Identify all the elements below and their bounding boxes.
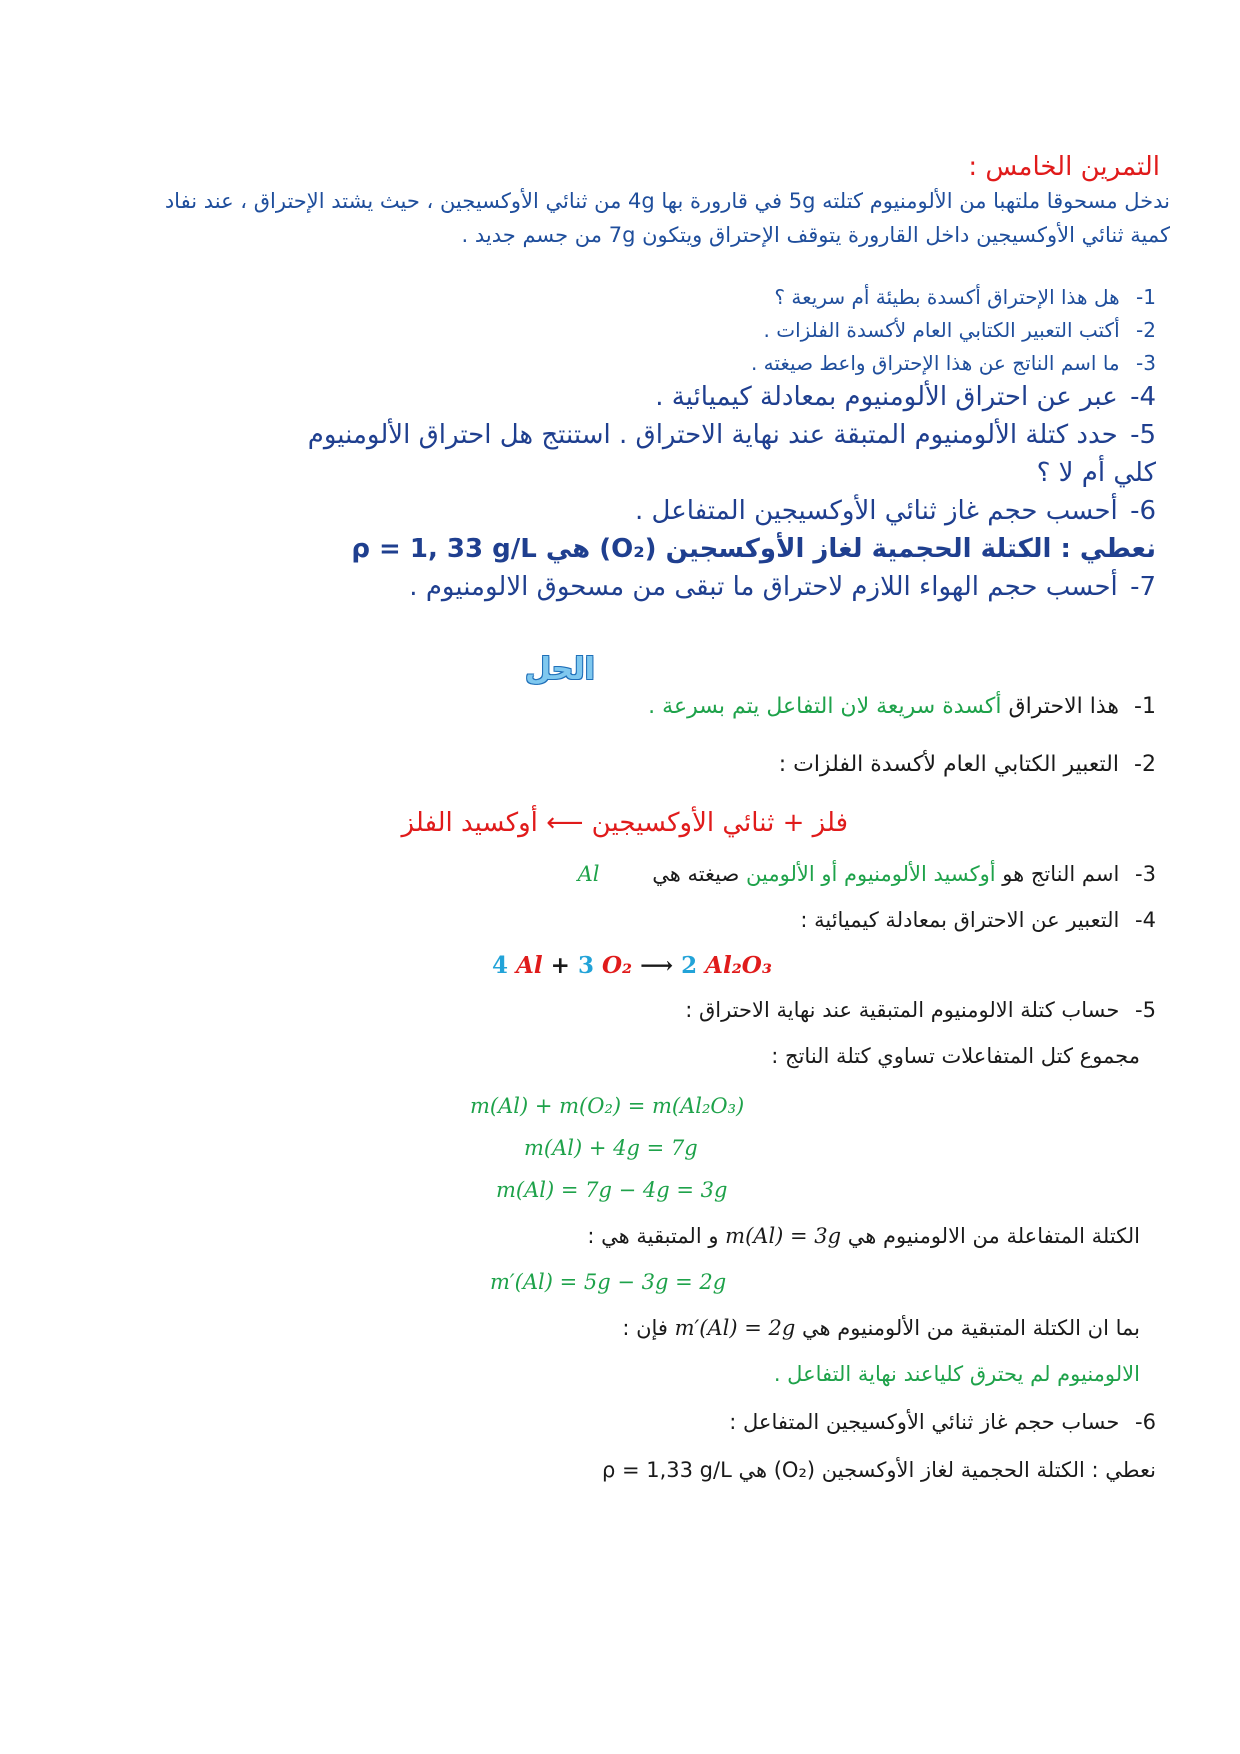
species-o2: O₂ — [601, 952, 633, 979]
question-number: 1- — [1136, 285, 1156, 309]
answer-number: 3- — [1135, 862, 1156, 886]
question-4 — [655, 382, 1156, 412]
exercise-intro-line2: كمية ثنائي الأوكسيجين داخل القارورة يتوقف الإحتراق ويتكون 7g من جسم جديد . — [461, 223, 1170, 247]
question-text: هل هذا الإحتراق أكسدة بطيئة أم سريعة ؟ — [774, 285, 1120, 309]
remaining-mass-equation: m′(Al) = 5g − 3g = 2g — [490, 1270, 727, 1294]
answer-number: 6- — [1135, 1410, 1156, 1434]
question-text: كلي أم لا ؟ — [1036, 458, 1156, 488]
exercise-intro-line1: ندخل مسحوقا ملتهبا من الألومنيوم كتلته 5g في قارورة بها 4g من ثنائي الأوكسيجين ، حيث يشتد الإحتراق ، عند نفاد — [164, 189, 1170, 213]
question-text: عبر عن احتراق الألومنيوم بمعادلة كيميائية . — [655, 382, 1118, 412]
product-name: أوكسيد الألومنيوم أو الألومين — [746, 862, 996, 886]
question-5 — [308, 420, 1156, 450]
conclusion: الالومنيوم لم يحترق كلياعند نهاية التفاعل . — [773, 1362, 1140, 1386]
answer-text: التعبير عن الاحتراق بمعادلة كيميائية : — [800, 908, 1120, 932]
question-text: ما اسم الناتج عن هذا الإحتراق واعط صيغته . — [750, 351, 1120, 375]
species-al: Al — [516, 952, 543, 979]
question-text: أكتب التعبير الكتابي العام لأكسدة الفلزات . — [763, 318, 1120, 342]
question-number: 4- — [1130, 382, 1156, 412]
coef-al2o3: 2 — [681, 952, 698, 979]
statement-text: و المتبقية هي : — [587, 1224, 719, 1248]
question-number: 7- — [1130, 572, 1156, 602]
answer-text: حساب كتلة الالومنيوم المتبقية عند نهاية الاحتراق : — [685, 998, 1120, 1022]
question-6 — [635, 496, 1156, 526]
question-number: 2- — [1136, 318, 1156, 342]
combustion-equation — [492, 952, 772, 979]
answer-number: 5- — [1135, 998, 1156, 1022]
reacted-mass-statement — [587, 1224, 1140, 1248]
answer-3 — [578, 862, 1156, 886]
answer-prefix: اسم الناتج هو — [1002, 862, 1120, 886]
species-al2o3: Al₂O₃ — [705, 952, 772, 979]
oxygen-density-given: نعطي : الكتلة الحجمية لغاز الأوكسجين (O₂) هي ρ = 1,33 g/L — [601, 1458, 1156, 1482]
mass-conservation-law: مجموع كتل المتفاعلات تساوي كتلة الناتج : — [771, 1044, 1140, 1068]
question-6-given — [351, 534, 1156, 564]
statement-text: فإن : — [622, 1316, 668, 1340]
reacted-mass: m(Al) = 3g — [725, 1224, 842, 1248]
remaining-mass: m′(Al) = 2g — [674, 1316, 796, 1340]
answer-6 — [729, 1410, 1156, 1434]
reaction-arrow: ⟶ — [640, 952, 674, 979]
statement-text: الكتلة المتفاعلة من الالومنيوم هي — [847, 1224, 1140, 1248]
question-number: 5- — [1130, 420, 1156, 450]
question-number: 3- — [1136, 351, 1156, 375]
answer-number: 4- — [1135, 908, 1156, 932]
coef-al: 4 — [492, 952, 509, 979]
question-number: 6- — [1130, 496, 1156, 526]
question-5-continued — [1037, 458, 1156, 488]
exercise-title: التمرين الخامس : — [968, 152, 1160, 182]
answer-prefix: هذا الاحتراق — [1008, 694, 1119, 719]
answer-4 — [800, 908, 1156, 932]
answer-1 — [648, 694, 1156, 719]
question-3 — [751, 351, 1156, 375]
answer-text: التعبير الكتابي العام لأكسدة الفلزات : — [778, 752, 1119, 777]
question-text: أحسب حجم الهواء اللازم لاحتراق ما تبقى من مسحوق الالومنيوم . — [409, 572, 1118, 602]
question-7 — [409, 572, 1156, 602]
question-2 — [764, 318, 1156, 342]
question-1 — [774, 285, 1156, 309]
question-text: نعطي : الكتلة الحجمية لغاز الأوكسجين (O₂) هي ρ = 1, 33 g/L — [351, 534, 1156, 564]
mass-equation-2: m(Al) + 4g = 7g — [524, 1136, 698, 1160]
metal-oxidation-word-equation: فلز + ثنائي الأوكسيجين ⟵ أوكسيد الفلز — [401, 808, 848, 838]
answer-number: 2- — [1134, 752, 1156, 777]
answer-2 — [779, 752, 1156, 777]
solution-title: الحل — [525, 652, 595, 687]
coef-o2: 3 — [577, 952, 594, 979]
mass-equation-1: m(Al) + m(O₂) = m(Al₂O₃) — [470, 1094, 745, 1118]
answer-number: 1- — [1134, 694, 1156, 719]
mass-equation-3: m(Al) = 7g − 4g = 3g — [496, 1178, 728, 1202]
remaining-mass-statement — [622, 1316, 1140, 1340]
answer-5 — [685, 998, 1156, 1022]
answer-text: حساب حجم غاز ثنائي الأوكسيجين المتفاعل : — [729, 1410, 1120, 1434]
question-text: أحسب حجم غاز ثنائي الأوكسيجين المتفاعل . — [634, 496, 1118, 526]
answer-mid: صيغته هي — [652, 862, 740, 886]
plus-sign: + — [550, 952, 570, 979]
answer-highlight: أكسدة سريعة لان التفاعل يتم بسرعة . — [648, 694, 1002, 719]
statement-text: بما ان الكتلة المتبقية من الألومنيوم هي — [802, 1316, 1140, 1340]
product-formula: Al — [577, 862, 600, 886]
question-text: حدد كتلة الألومنيوم المتبقة عند نهاية الاحتراق . استنتج هل احتراق الألومنيوم — [307, 420, 1118, 450]
